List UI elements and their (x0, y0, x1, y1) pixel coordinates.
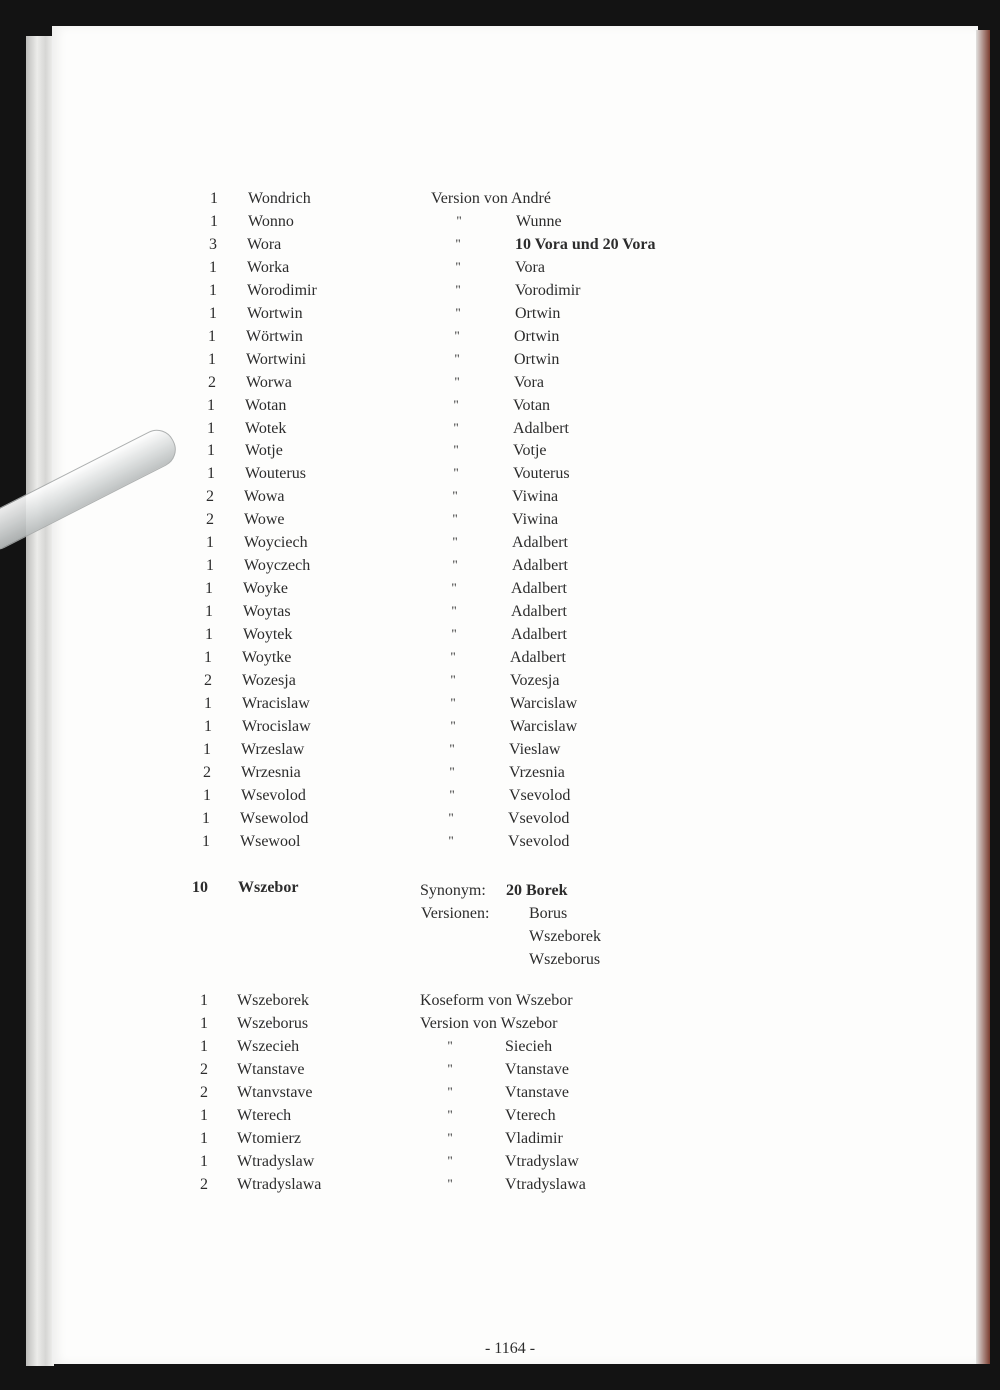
ditto-mark: " (452, 534, 458, 550)
ditto-mark: " (448, 809, 454, 825)
entry-name: Wörtwin (246, 327, 303, 345)
entry-count: 1 (200, 1130, 208, 1147)
entry-name: Wrocislaw (242, 717, 311, 735)
versions-label: Versionen: (421, 905, 490, 922)
entry-row (0, 397, 1000, 419)
entry-count: 1 (204, 694, 212, 712)
entry-name: Wtradyslaw (237, 1153, 315, 1170)
ditto-mark: " (452, 511, 458, 527)
entry-count: 1 (200, 1107, 208, 1124)
synonym-value: 20 Borek (506, 882, 568, 899)
entry-row (0, 833, 1000, 855)
entry-name: Woyke (243, 580, 288, 598)
entry-name: Wterech (237, 1107, 292, 1124)
entry-count: 1 (206, 557, 214, 575)
target-name: Votan (513, 396, 551, 414)
entry-count: 1 (207, 465, 215, 483)
ditto-mark: " (447, 1061, 453, 1076)
entry-row (0, 259, 1000, 281)
target-name: Vtanstave (505, 1061, 569, 1078)
target-name: Adalbert (513, 419, 569, 437)
ditto-mark: " (455, 235, 461, 251)
ditto-mark: " (454, 373, 460, 389)
ditto-mark: " (447, 1038, 453, 1053)
ditto-mark: " (453, 465, 459, 481)
entry-name: Wszebor (238, 879, 299, 896)
entry-row (0, 511, 1000, 533)
page-number: - 1164 - (484, 1340, 536, 1357)
target-name: Viwina (512, 511, 559, 529)
entry-count: 1 (208, 327, 216, 345)
ditto-mark: " (451, 626, 457, 642)
target-name: Adalbert (511, 603, 567, 621)
entry-count: 2 (200, 1176, 208, 1193)
entry-count: 1 (205, 580, 213, 598)
entry-count: 10 (192, 879, 208, 896)
entry-count: 1 (207, 396, 215, 414)
entry-name: Wtomierz (237, 1130, 301, 1147)
entry-row (0, 1038, 1000, 1060)
target-name: Vtradyslawa (505, 1176, 586, 1193)
entry-row (0, 764, 1000, 786)
version-item: Wszeborek (529, 928, 601, 945)
entry-row (0, 718, 1000, 740)
entry-count: 2 (206, 511, 214, 529)
entry-name: Wracislaw (242, 694, 310, 712)
ditto-mark: " (454, 327, 460, 343)
ditto-mark: " (447, 1130, 453, 1145)
entry-row (0, 534, 1000, 556)
entry-name: Wotan (245, 396, 287, 414)
ditto-mark: " (450, 694, 456, 710)
relation-text: Version von André (431, 190, 551, 207)
ditto-mark: " (452, 488, 458, 504)
target-name: Vrzesnia (509, 763, 565, 781)
entry-row (0, 1130, 1000, 1152)
entry-name: Worodimir (247, 281, 317, 299)
entry-count: 2 (206, 488, 214, 506)
ditto-mark: " (447, 1107, 453, 1122)
entry-row (0, 236, 1000, 258)
target-name: Vsevolod (508, 809, 570, 827)
ditto-mark: " (453, 396, 459, 412)
entry-name: Wonno (248, 212, 294, 230)
entry-row (0, 580, 1000, 602)
entry-count: 1 (203, 740, 211, 758)
target-name: Adalbert (510, 649, 566, 666)
entry-name: Wsewolod (240, 809, 309, 827)
entry-count: 1 (209, 281, 217, 299)
entry-row (0, 1084, 1000, 1106)
entry-row (0, 351, 1000, 373)
entry-count: 1 (207, 419, 215, 437)
entry-row (0, 1153, 1000, 1175)
ditto-mark: " (456, 212, 462, 228)
entry-count: 1 (205, 626, 213, 644)
target-name: Vorodimir (515, 281, 581, 299)
entry-count: 1 (200, 1015, 208, 1032)
ditto-mark: " (450, 717, 456, 733)
entry-count: 1 (207, 442, 215, 460)
entry-count: 1 (203, 786, 211, 804)
entry-name: Wortwini (246, 350, 307, 368)
target-name: Warcislaw (510, 694, 578, 712)
entry-count: 1 (202, 832, 210, 850)
entry-row (0, 649, 1000, 671)
target-name: Vsevolod (509, 786, 571, 804)
target-name: Vtanstave (505, 1084, 569, 1101)
entry-count: 2 (208, 373, 216, 391)
target-name: Vouterus (513, 465, 570, 483)
entry-name: Worwa (246, 373, 292, 391)
entry-name: Wouterus (245, 465, 306, 483)
target-name: Votje (513, 442, 547, 460)
entry-name: Wowa (244, 488, 285, 506)
entry-count: 1 (204, 649, 212, 666)
target-name: Vterech (505, 1107, 556, 1124)
ditto-mark: " (454, 350, 460, 366)
target-name: Warcislaw (510, 717, 578, 735)
entry-count: 2 (200, 1061, 208, 1078)
entry-name: Woytke (242, 649, 292, 666)
entry-row (0, 992, 1000, 1014)
entry-name: Wozesja (242, 671, 296, 689)
ditto-mark: " (455, 281, 461, 297)
entry-row (0, 603, 1000, 625)
entry-row (0, 557, 1000, 579)
target-name: Adalbert (512, 557, 568, 575)
ditto-mark: " (449, 786, 455, 802)
entry-count: 2 (203, 763, 211, 781)
entry-row (0, 488, 1000, 510)
entry-row (0, 213, 1000, 235)
entry-count: 2 (200, 1084, 208, 1101)
ditto-mark: " (452, 557, 458, 573)
entry-name: Wtanvstave (237, 1084, 313, 1101)
entry-name: Wowe (244, 511, 285, 529)
entry-row (0, 626, 1000, 648)
entry-name: Woytas (243, 603, 291, 621)
entry-count: 1 (208, 350, 216, 368)
ditto-mark: " (450, 649, 456, 664)
entry-count: 1 (204, 717, 212, 735)
entry-row (0, 1015, 1000, 1037)
entry-name: Wtanstave (237, 1061, 305, 1078)
ditto-mark: " (453, 442, 459, 458)
entry-count: 1 (202, 809, 210, 827)
ditto-mark: " (455, 258, 461, 274)
ditto-mark: " (447, 1084, 453, 1099)
entry-name: Wszecieh (237, 1038, 300, 1055)
entry-row (0, 741, 1000, 763)
entry-name: Woyciech (244, 534, 308, 552)
entry-name: Wondrich (248, 190, 311, 207)
ditto-mark: " (449, 740, 455, 756)
entry-name: Wortwin (247, 304, 303, 322)
entry-name: Wotek (245, 419, 287, 437)
entry-count: 1 (210, 212, 218, 230)
target-name: 10 Vora und 20 Vora (515, 235, 656, 253)
ditto-mark: " (447, 1153, 453, 1168)
entry-row (0, 190, 1000, 212)
version-item: Wszeborus (529, 951, 601, 968)
entry-name: Wsewool (240, 832, 301, 850)
target-name: Vsevolod (508, 832, 570, 850)
entry-name: Wora (247, 235, 282, 253)
ditto-mark: " (451, 603, 457, 619)
target-name: Vozesja (510, 671, 560, 689)
entry-name: Woytek (243, 626, 293, 644)
target-name: Vora (515, 258, 545, 276)
entry-name: Wotje (245, 442, 283, 460)
entry-name: Wrzesnia (241, 763, 301, 781)
target-name: Ortwin (514, 350, 560, 368)
target-name: Adalbert (511, 626, 567, 644)
entry-row (0, 305, 1000, 327)
entry-row (0, 1107, 1000, 1129)
entry-count: 1 (205, 603, 213, 621)
entry-count: 1 (209, 258, 217, 276)
target-name: Ortwin (515, 304, 561, 322)
target-name: Vtradyslaw (505, 1153, 579, 1170)
entry-count: 2 (204, 671, 212, 689)
target-name: Vora (514, 373, 544, 391)
entry-name: Woyczech (244, 557, 311, 575)
entry-name: Wszeborek (237, 992, 309, 1009)
entry-row (0, 695, 1000, 717)
target-name: Vieslaw (509, 740, 561, 758)
target-name: Siecieh (505, 1038, 553, 1055)
target-name: Adalbert (511, 580, 567, 598)
entry-row (0, 672, 1000, 694)
ditto-mark: " (448, 832, 454, 848)
synonym-label: Synonym: (420, 882, 486, 899)
entry-count: 1 (200, 1038, 208, 1055)
ditto-mark: " (453, 419, 459, 435)
entry-row (0, 374, 1000, 396)
entry-count: 1 (209, 304, 217, 322)
target-name: Viwina (512, 488, 559, 506)
ditto-mark: " (451, 580, 457, 596)
ditto-mark: " (450, 671, 456, 687)
entry-row (0, 787, 1000, 809)
target-name: Ortwin (514, 327, 560, 345)
entry-count: 1 (206, 534, 214, 552)
entry-row (0, 282, 1000, 304)
entry-name: Wrzeslaw (241, 740, 305, 758)
ditto-mark: " (447, 1176, 453, 1191)
version-item: Borus (529, 905, 568, 922)
entry-count: 1 (200, 992, 208, 1009)
target-name: Adalbert (512, 534, 568, 552)
relation-text: Version von Wszebor (420, 1015, 558, 1032)
ditto-mark: " (455, 304, 461, 320)
entry-row (0, 1176, 1000, 1198)
target-name: Wunne (516, 212, 562, 230)
ditto-mark: " (449, 763, 455, 779)
target-name: Vladimir (505, 1130, 563, 1147)
entry-name: Wsevolod (241, 786, 306, 804)
entry-row (0, 1061, 1000, 1083)
entry-count: 1 (210, 190, 218, 207)
entry-row (0, 328, 1000, 350)
entry-name: Wszeborus (237, 1015, 309, 1032)
entry-count: 1 (200, 1153, 208, 1170)
entry-row (0, 810, 1000, 832)
entry-name: Worka (247, 258, 290, 276)
entry-count: 3 (209, 235, 217, 253)
entry-name: Wtradyslawa (237, 1176, 322, 1193)
relation-text: Koseform von Wszebor (420, 992, 573, 1009)
